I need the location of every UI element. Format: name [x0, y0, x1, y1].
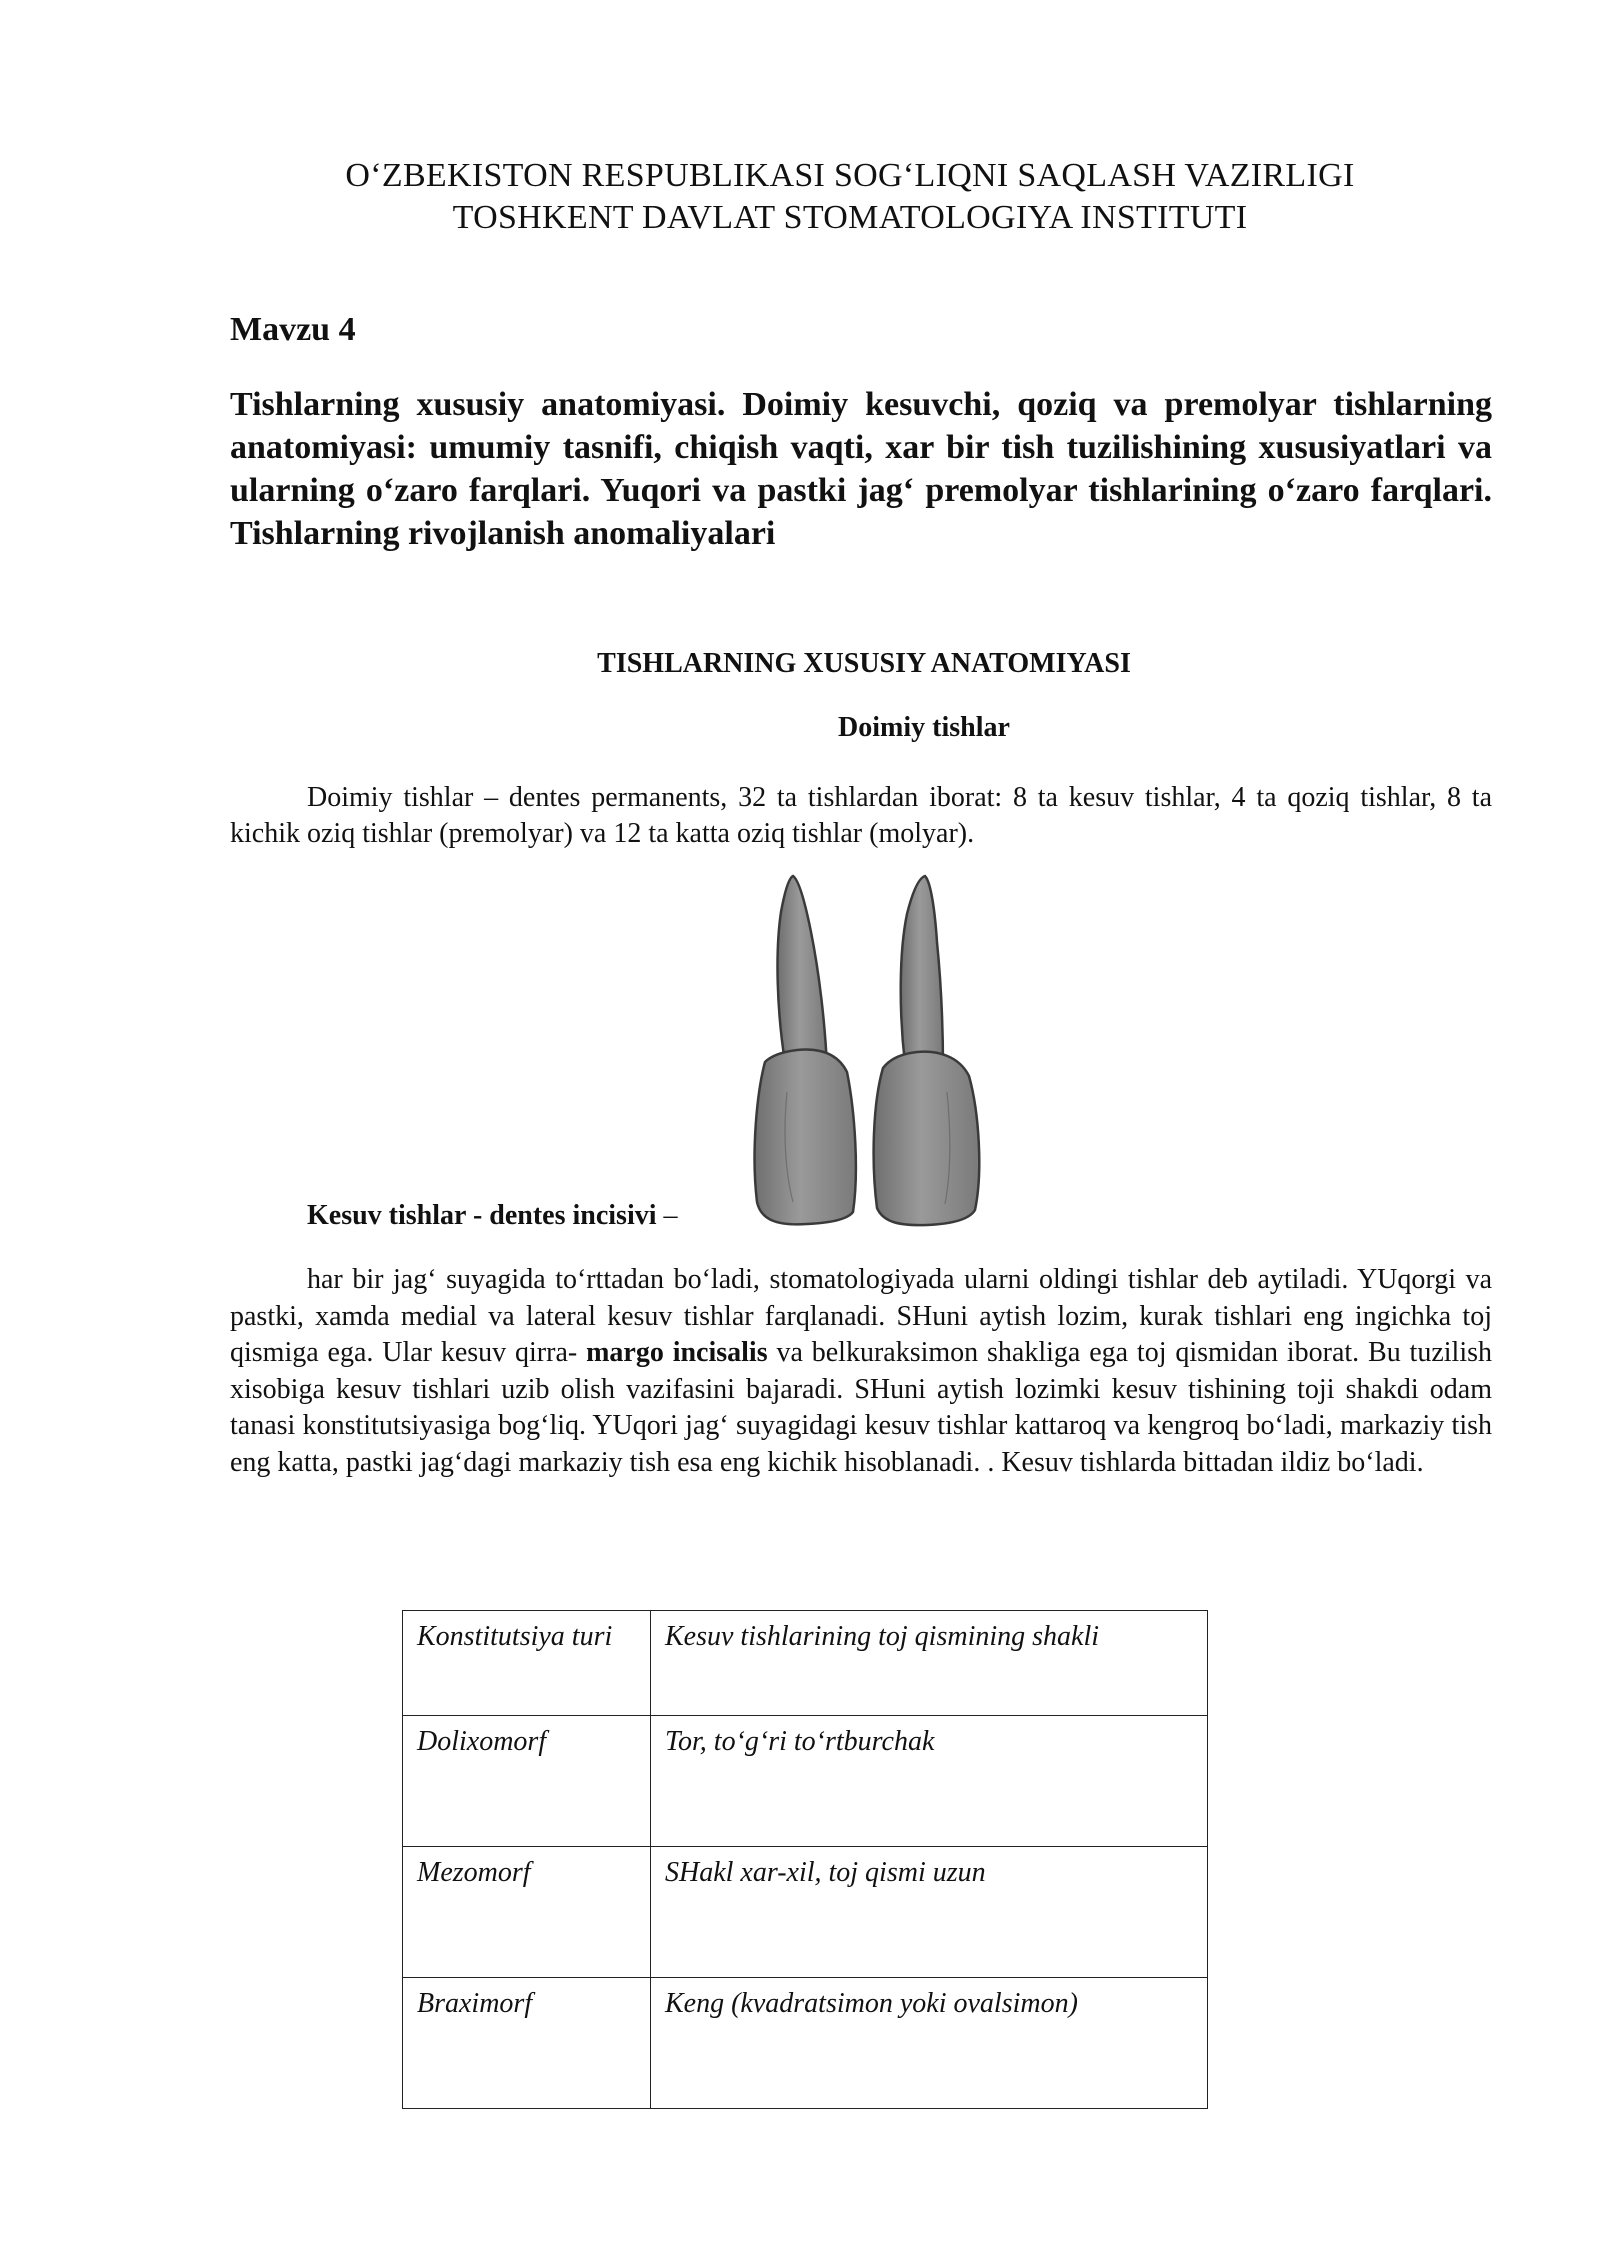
topic-number: Mavzu 4: [230, 311, 356, 348]
ministry-line: O‘ZBEKISTON RESPUBLIKASI SOG‘LIQNI SAQLASH VAZIRLIGI: [345, 157, 1355, 194]
table-cell-shape: Tor, to‘g‘ri to‘rtburchak: [651, 1716, 1208, 1847]
left-tooth-root: [778, 876, 827, 1067]
incisors-text-before: har bir jag‘ suyagida to‘rttadan bo‘ladi, stomatologiyada ularni oldingi tishlar deb aytiladi. YUqorgi va pastki, xamda medial va lateral kesuv tishlar farqlanadi. SHuni aytish lozim, kurak tishlari eng ingichka toj qismiga ega. Ular kesuv qirra-: [230, 1264, 1492, 1368]
intro-paragraph: Doimiy tishlar – dentes permanents, 32 ta tishlardan iborat: 8 ta kesuv tishlar, 4 ta qoziq tishlar, 8 ta kichik oziq tishlar (premolyar) va 12 ta katta oziq tishlar (molyar).: [230, 782, 1492, 849]
incisor-teeth-illustration: [737, 872, 999, 1232]
section-title: TISHLARNING XUSUSIY ANATOMIYASI: [597, 648, 1131, 679]
constitution-table: [402, 1610, 1208, 2109]
margo-incisalis-term: margo incisalis: [586, 1337, 768, 1368]
table-row: [403, 1716, 1208, 1847]
table-cell-type: Mezomorf: [403, 1847, 651, 1978]
table-cell-shape: Kesuv tishlarining toj qismining shakli: [651, 1611, 1208, 1716]
table-row: [403, 1978, 1208, 2109]
incisors-heading: [307, 1200, 678, 1232]
table-header-row: [403, 1611, 1208, 1716]
section-subtitle: Doimiy tishlar: [838, 712, 1010, 743]
topic-title: Tishlarning xususiy anatomiyasi. Doimiy kesuvchi, qoziq va premolyar tishlarning anatomiyasi: umumiy tasnifi, chiqish vaqti, xar bir tish tuzilishining xususiyatlari va ularning o‘zaro farqlari. Yuqori va pastki jag‘ premolyar tishlarining o‘zaro farqlari. Tishlarning rivojlanish anomaliyalari: [230, 386, 1492, 552]
table-cell-type: Dolixomorf: [403, 1716, 651, 1847]
institution-header: [0, 155, 1600, 239]
table-cell-shape: Keng (kvadratsimon yoki ovalsimon): [651, 1978, 1208, 2109]
table-cell-type: Braximorf: [403, 1978, 651, 2109]
table-cell-shape: SHakl xar-xil, toj qismi uzun: [651, 1847, 1208, 1978]
table-cell-type: Konstitutsiya turi: [403, 1611, 651, 1716]
incisors-text-after: va belkuraksimon shakliga ega toj qismidan iborat. Bu tuzilish xisobiga kesuv tishlari uzib olish vazifasini bajaradi. SHuni aytish lozimki kesuv tishining toji shakdi odam tanasi konstitutsiyasiga bog‘liq. YUqori jag‘ suyagidagi kesuv tishlar kattaroq va kengroq bo‘ladi, markaziy tish eng katta, pastki jag‘dagi markaziy tish esa eng kichik hisoblanadi. . Kesuv tishlarda bittadan ildiz bo‘ladi.: [230, 1337, 1492, 1478]
institute-line: TOSHKENT DAVLAT STOMATOLOGIYA INSTITUTI: [452, 199, 1248, 236]
incisors-heading-bold: Kesuv tishlar - dentes incisivi: [307, 1200, 657, 1231]
table-row: [403, 1847, 1208, 1978]
right-tooth-crown: [874, 1052, 980, 1226]
right-tooth-root: [901, 876, 943, 1068]
incisors-paragraph: [230, 1262, 1492, 1481]
incisors-heading-dash: –: [656, 1200, 678, 1231]
left-tooth-crown: [755, 1050, 856, 1225]
